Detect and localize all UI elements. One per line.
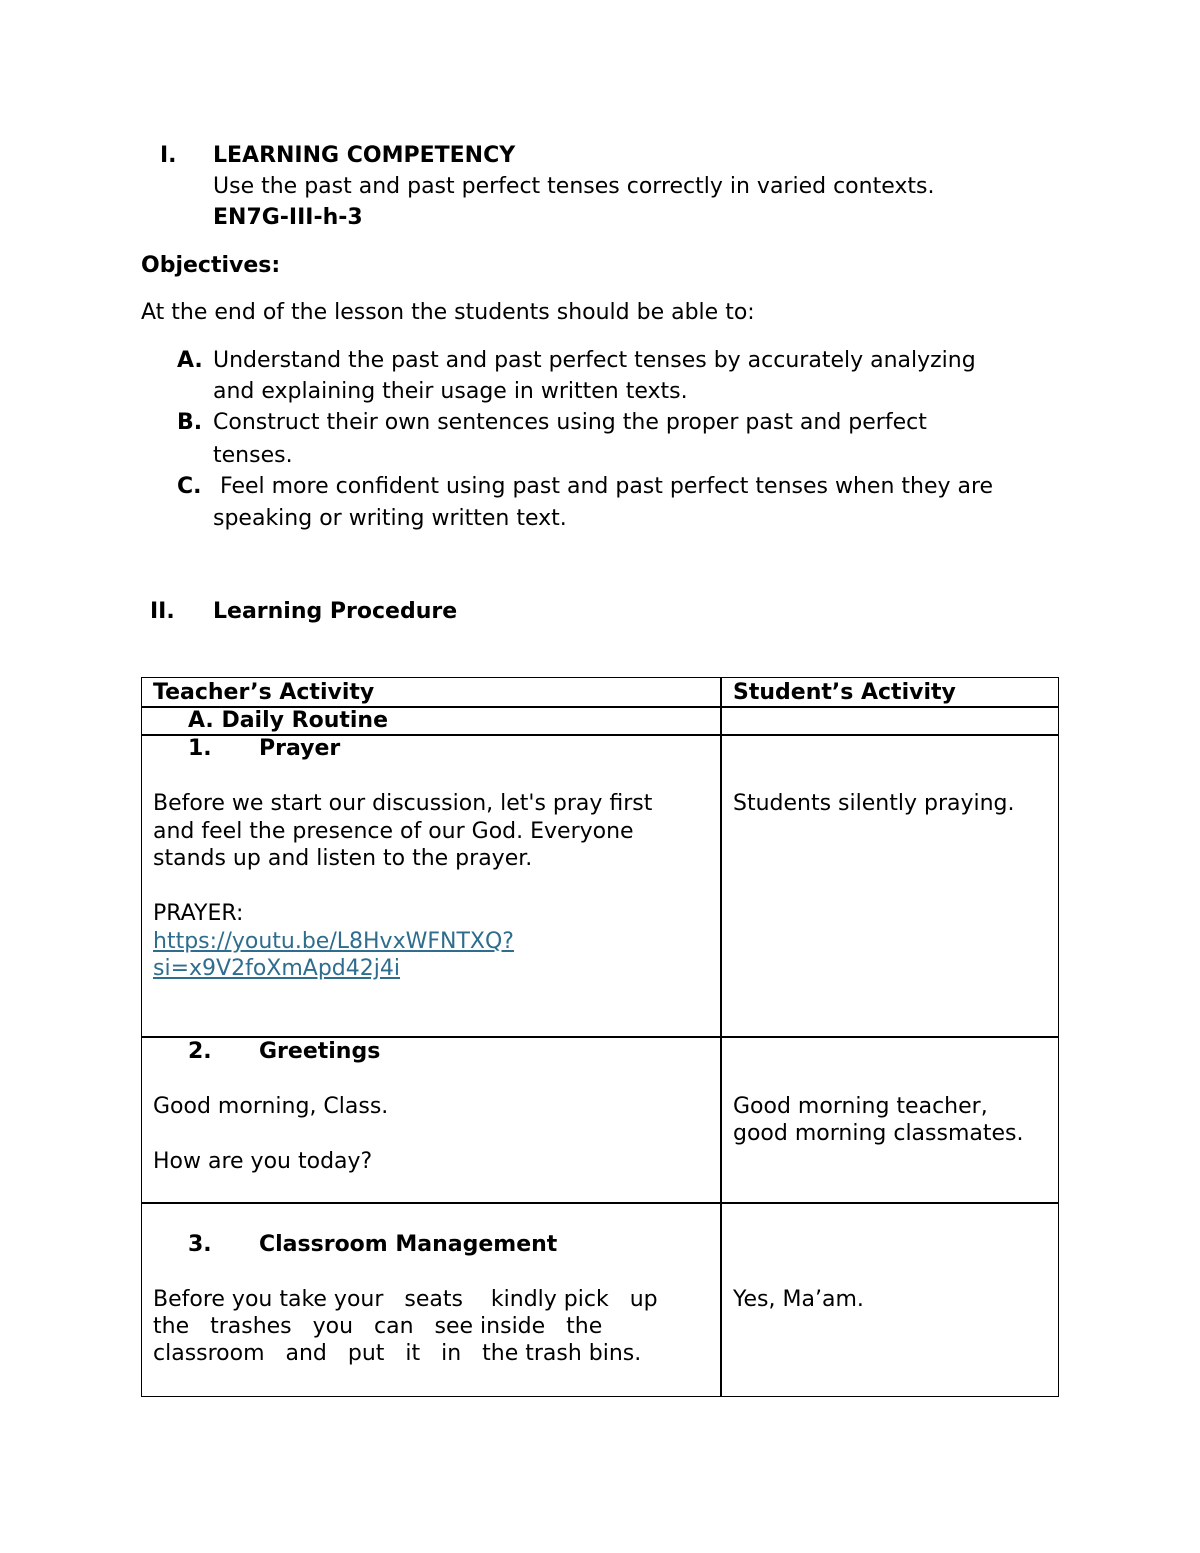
student-text: Good morning teacher,	[733, 1094, 988, 1119]
objective-letter: B.	[177, 410, 203, 435]
prayer-link[interactable]: si=x9V2foXmApd42j4i	[153, 956, 400, 981]
teacher-text: stands up and listen to the prayer.	[153, 846, 533, 871]
section-heading: LEARNING COMPETENCY	[213, 143, 516, 168]
section-numeral: I.	[160, 143, 177, 168]
objective-text: Construct their own sentences using the proper past and perfect	[213, 410, 927, 435]
teacher-text: How are you today?	[153, 1149, 373, 1174]
teacher-text: Before you take your seats kindly pick up	[153, 1287, 658, 1312]
step-number: 2.	[188, 1039, 212, 1064]
step-title: Classroom Management	[259, 1232, 558, 1257]
objective-text: Understand the past and past perfect tenses by accurately analyzing	[213, 348, 976, 373]
table-header: Student’s Activity	[733, 680, 956, 705]
competency-description: Use the past and past perfect tenses correctly in varied contexts.	[213, 174, 935, 199]
routine-label: A. Daily Routine	[188, 708, 388, 733]
objective-text: tenses.	[213, 443, 293, 468]
competency-code: EN7G-III-h-3	[213, 205, 363, 230]
objective-text: and explaining their usage in written texts.	[213, 379, 688, 404]
student-text: Yes, Ma’am.	[733, 1287, 864, 1312]
teacher-text: Before we start our discussion, let's pray first	[153, 791, 653, 816]
table-header: Teacher’s Activity	[153, 680, 375, 705]
step-title: Greetings	[259, 1039, 381, 1064]
teacher-text: Good morning, Class.	[153, 1094, 389, 1119]
objectives-heading: Objectives:	[141, 253, 281, 278]
objectives-intro: At the end of the lesson the students should be able to:	[141, 300, 755, 325]
objective-text: speaking or writing written text.	[213, 506, 567, 531]
step-number: 3.	[188, 1232, 212, 1257]
table-row-divider	[141, 1202, 1059, 1204]
objective-text: Feel more confident using past and past perfect tenses when they are	[213, 474, 994, 499]
section-heading: Learning Procedure	[213, 599, 458, 624]
student-text: Students silently praying.	[733, 791, 1015, 816]
teacher-text: the trashes you can see inside the	[153, 1314, 603, 1339]
step-number: 1.	[188, 736, 212, 761]
prayer-label: PRAYER:	[153, 901, 244, 926]
teacher-text: and feel the presence of our God. Everyone	[153, 819, 634, 844]
step-title: Prayer	[259, 736, 341, 761]
section-numeral: II.	[150, 599, 175, 624]
student-text: good morning classmates.	[733, 1121, 1024, 1146]
teacher-text: classroom and put it in the trash bins.	[153, 1341, 642, 1366]
objective-letter: C.	[177, 474, 202, 499]
objective-letter: A.	[177, 348, 203, 373]
prayer-link[interactable]: https://youtu.be/L8HvxWFNTXQ?	[153, 929, 514, 954]
